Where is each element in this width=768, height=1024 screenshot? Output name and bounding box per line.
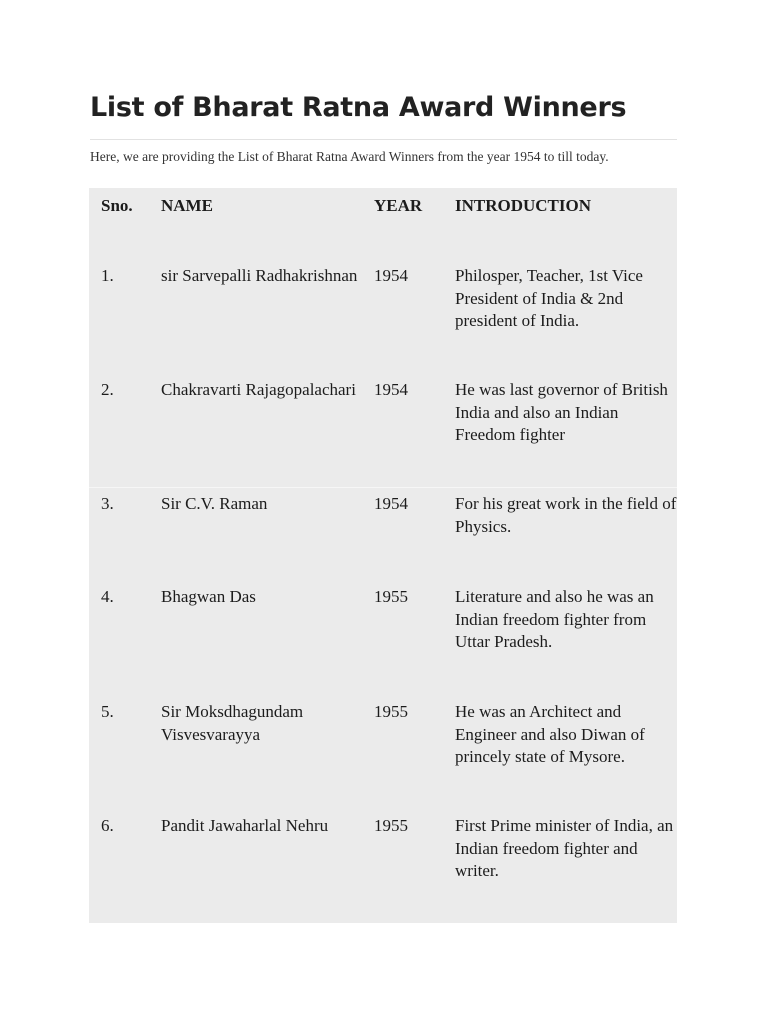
page-seam — [89, 487, 677, 488]
row-name: Bhagwan Das — [161, 587, 256, 606]
row-introduction: He was an Architect and Engineer and also Diwan of princely state of Mysore. — [455, 702, 645, 766]
row-name: Sir C.V. Raman — [161, 494, 268, 513]
header-introduction: INTRODUCTION — [455, 196, 592, 215]
row-year: 1955 — [374, 587, 408, 606]
row-sno: 6. — [101, 816, 114, 835]
row-introduction: Literature and also he was an Indian freedom fighter from Uttar Pradesh. — [455, 587, 654, 651]
row-introduction: He was last governor of British India and also an Indian Freedom fighter — [455, 380, 668, 444]
row-sno: 1. — [101, 266, 114, 285]
title-divider — [90, 139, 677, 140]
row-year: 1955 — [374, 702, 408, 721]
row-name: Chakravarti Rajagopalachari — [161, 380, 356, 399]
header-sno: Sno. — [101, 196, 133, 215]
row-introduction: For his great work in the field of Physics. — [455, 494, 677, 536]
row-name: Pandit Jawaharlal Nehru — [161, 816, 329, 835]
row-year: 1955 — [374, 816, 408, 835]
row-year: 1954 — [374, 380, 408, 399]
row-year: 1954 — [374, 266, 408, 285]
row-sno: 4. — [101, 587, 114, 606]
row-sno: 2. — [101, 380, 114, 399]
row-name: Sir Moksdhagundam Visvesvarayya — [161, 702, 304, 744]
page-title: List of Bharat Ratna Award Winners — [90, 92, 627, 123]
row-introduction: Philosper, Teacher, 1st Vice President of India & 2nd president of India. — [455, 266, 643, 330]
header-year: YEAR — [374, 196, 423, 215]
row-year: 1954 — [374, 494, 408, 513]
row-sno: 3. — [101, 494, 114, 513]
header-name: NAME — [161, 196, 213, 215]
winners-table — [89, 188, 677, 923]
row-introduction: First Prime minister of India, an Indian freedom fighter and writer. — [455, 816, 674, 880]
row-sno: 5. — [101, 702, 114, 721]
intro-text: Here, we are providing the List of Bharat Ratna Award Winners from the year 1954 to till today. — [90, 149, 609, 164]
row-name: sir Sarvepalli Radhakrishnan — [161, 266, 358, 285]
